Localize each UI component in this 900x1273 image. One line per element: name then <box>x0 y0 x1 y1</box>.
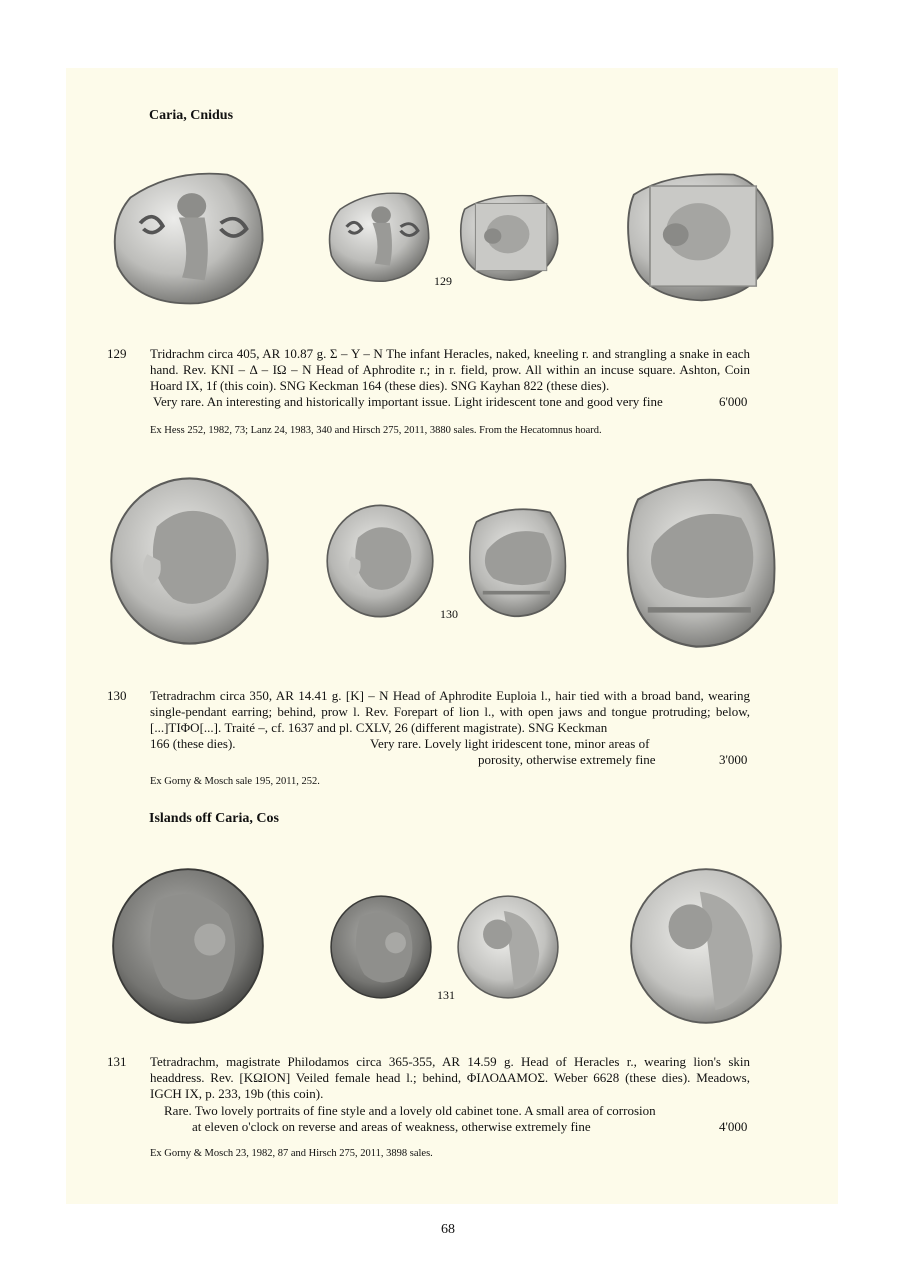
lot-price-130: 3'000 <box>719 752 748 767</box>
lot-price-131: 4'000 <box>719 1119 748 1134</box>
heracles-lion-skin-obverse-icon <box>329 894 433 1000</box>
lot-rarity-line1-130: Very rare. Lovely light iridescent tone, minor areas of <box>370 736 650 751</box>
section-heading-islands-off-caria-cos: Islands off Caria, Cos <box>149 811 279 826</box>
lot-provenance-130: Ex Gorny & Mosch sale 195, 2011, 252. <box>150 776 320 787</box>
aphrodite-euploia-obverse-icon <box>325 503 435 619</box>
lot-number-129: 129 <box>107 346 127 361</box>
veiled-female-head-reverse-icon <box>456 894 560 1000</box>
lot-number-131: 131 <box>107 1054 127 1069</box>
section-heading-caria-cnidus: Caria, Cnidus <box>149 108 234 123</box>
lot-provenance-129: Ex Hess 252, 1982, 73; Lanz 24, 1983, 340 and Hirsch 275, 2011, 3880 sales. From the Hecatomnus hoard. <box>150 425 602 436</box>
lion-forepart-reverse-icon <box>466 503 571 621</box>
aphrodite-head-reverse-enlarged-icon <box>621 166 782 309</box>
lot-provenance-131: Ex Gorny & Mosch 23, 1982, 87 and Hirsch 275, 2011, 3898 sales. <box>150 1148 433 1159</box>
heracles-lion-skin-obverse-enlarged-icon <box>110 866 266 1026</box>
lot-rarity-line2-130: porosity, otherwise extremely fine <box>478 752 656 767</box>
lot-rarity-line2-131: at eleven o'clock on reverse and areas of weakness, otherwise extremely fine <box>192 1119 591 1134</box>
plate-label-129: 129 <box>434 274 452 288</box>
lot-rarity-129: Very rare. An interesting and historically important issue. Light iridescent tone and good very fine <box>153 394 663 409</box>
lot-last-line-130: 166 (these dies). <box>150 736 236 751</box>
aphrodite-head-reverse-icon <box>456 190 564 286</box>
lot-number-130: 130 <box>107 688 127 703</box>
plate-label-131: 131 <box>437 988 455 1002</box>
page-number: 68 <box>441 1222 455 1237</box>
plate-label-130: 130 <box>440 607 458 621</box>
lot-description-129: Tridrachm circa 405, AR 10.87 g. Σ – Y – N The infant Heracles, naked, kneeling r. and strangling a snake in each hand. Rev. KNI – Δ – IΩ – N Head of Aphrodite r.; in r. field, prow. All within an incuse square. Ashton, Coin Hoard IX, 1f (this coin). SNG Keckman 164 (these dies). SNG Kayhan 822 (these dies). <box>150 346 750 393</box>
lot-rarity-line1-131: Rare. Two lovely portraits of fine style and a lovely old cabinet tone. A small area of corrosion <box>164 1103 656 1118</box>
heracles-strangling-snakes-obverse-icon <box>325 188 433 285</box>
heracles-strangling-snakes-obverse-enlarged-icon <box>108 166 269 309</box>
veiled-female-head-reverse-enlarged-icon <box>628 866 784 1026</box>
lot-description-131: Tetradrachm, magistrate Philodamos circa 365-355, AR 14.59 g. Head of Heracles r., wearing lion's skin headdress. Rev. [KΩION] Veiled female head l.; behind, ΦΙΛΟΔΑΜΟΣ. Weber 6628 (these dies). Meadows, IGCH IX, p. 233, 19b (this coin). <box>150 1054 750 1101</box>
aphrodite-euploia-obverse-enlarged-icon <box>108 475 271 647</box>
lion-forepart-reverse-enlarged-icon <box>622 470 783 654</box>
lot-description-130: Tetradrachm circa 350, AR 14.41 g. [K] – N Head of Aphrodite Euploia l., hair tied with a broad band, wearing single-pendant earring; behind, prow l. Rev. Forepart of lion l., with open jaws and tongue protruding; below, [...]ΤΙΦΟ[...]. Traité –, cf. 1637 and pl. CXLV, 26 (different magistrate). SNG Keckman <box>150 688 750 735</box>
lot-price-129: 6'000 <box>719 394 748 409</box>
